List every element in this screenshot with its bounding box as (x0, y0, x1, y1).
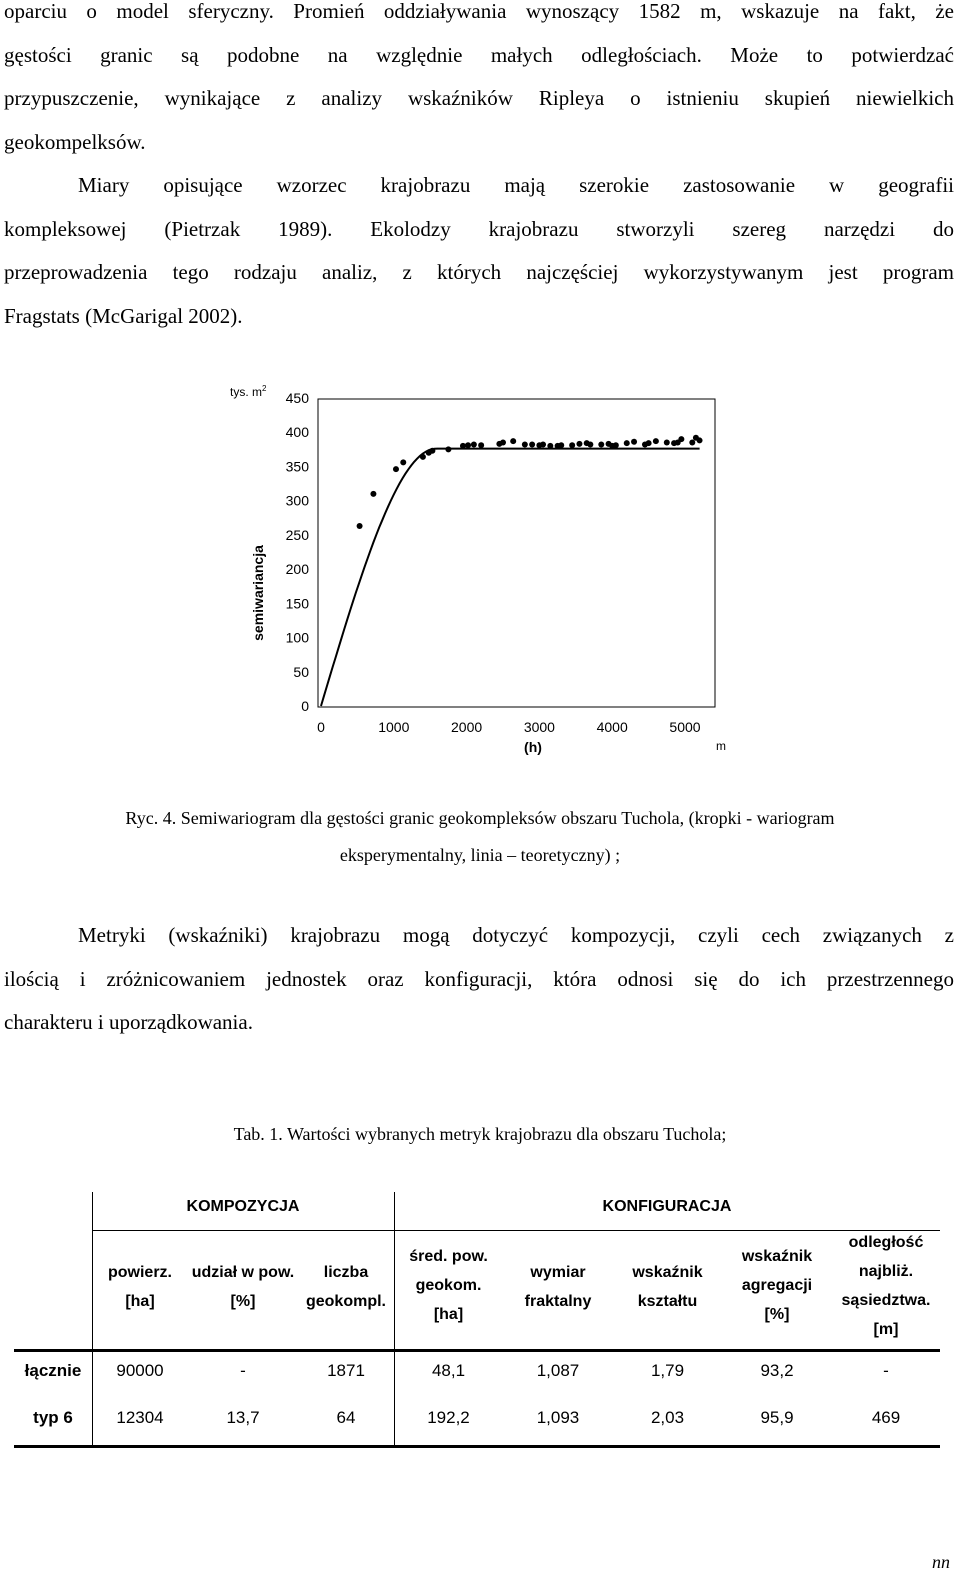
table-cell: 1,79 (650, 1361, 685, 1380)
data-point (357, 523, 363, 529)
x-unit-label: m (716, 739, 726, 753)
paragraph-2-line: przeprowadzenia tego rodzaju analiz, z których najczęściej wykorzystywanym jest program (4, 260, 954, 285)
table-cell: 12304 (116, 1408, 164, 1427)
table-column-header-line: odległość (848, 1234, 924, 1251)
data-point (631, 439, 637, 445)
paragraph-3-line: ilością i zróżnicowaniem jednostek oraz konfiguracji, która odnosi się do ich przestrzennego (4, 966, 954, 991)
table-column-header-line: fraktalny (524, 1293, 592, 1310)
table-cell: 469 (871, 1408, 901, 1427)
data-point (429, 448, 435, 454)
x-tick-label: 1000 (378, 719, 410, 735)
table-cell: - (883, 1361, 889, 1380)
table-column-header (832, 1228, 940, 1344)
table-cell: 1871 (327, 1361, 365, 1380)
data-point (510, 438, 516, 444)
y-tick-labels (286, 390, 310, 714)
data-point (558, 442, 564, 448)
table-group-header-konfiguracja: KONFIGURACJA (602, 1198, 732, 1215)
y-tick-label: 350 (285, 458, 309, 475)
data-point (478, 442, 484, 448)
paragraph-1-line: oparciu o model sferyczny. Promień oddziaływania wynoszący 1582 m, wskazuje na fakt, że (4, 0, 954, 23)
table-column-header-line: śred. pow. (409, 1248, 488, 1265)
figure-caption (0, 800, 960, 874)
x-axis-label: (h) (524, 739, 542, 755)
paragraph-2-line: kompleksowej (Pietrzak 1989). Ekolodzy krajobrazu stworzyli szereg narzędzi do (4, 216, 954, 241)
data-point (445, 446, 451, 452)
table-column-header (613, 1258, 722, 1316)
table-column-header-line: najbliż. (858, 1263, 914, 1280)
data-point (500, 439, 506, 445)
data-point (587, 442, 593, 448)
data-point (529, 442, 535, 448)
table-column-header-line: geokompl. (305, 1293, 386, 1310)
paragraph-2-line: Miary opisujące wzorzec krajobrazu mają szerokie zastosowanie w geografii (78, 173, 954, 197)
data-point (624, 440, 630, 446)
y-axis-label: semiwariancja (250, 545, 266, 641)
table-column-header-line: sąsiedztwa. (841, 1292, 931, 1309)
y-tick-label: 100 (285, 629, 309, 646)
table-cell: 93,2 (760, 1361, 794, 1380)
data-point (646, 440, 652, 446)
table-row-label: typ 6 (33, 1408, 73, 1427)
semivariogram-chart (0, 378, 960, 778)
x-tick-label: 3000 (523, 719, 555, 735)
data-point (689, 439, 695, 445)
table-column-header-line: wskaźnik (632, 1264, 703, 1281)
y-tick-label: 200 (285, 561, 309, 578)
x-tick-label: 2000 (451, 719, 483, 735)
y-tick-label: 150 (285, 595, 309, 612)
table-column-header-line: wymiar (530, 1264, 586, 1281)
y-tick-label: 400 (285, 424, 309, 441)
table-cell: 64 (336, 1408, 356, 1427)
table-column-header-line: [ha] (433, 1306, 464, 1323)
y-tick-label: 250 (285, 526, 309, 543)
y-tick-label: 450 (285, 390, 309, 406)
table-cell: 13,7 (226, 1408, 260, 1427)
data-point (522, 442, 528, 448)
data-point (613, 442, 619, 448)
data-point (598, 442, 604, 448)
y-tick-label: 50 (293, 663, 309, 680)
figure-caption-line: Ryc. 4. Semiwariogram dla gęstości granic geokompleksów obszaru Tuchola, (kropki - wariogram (125, 808, 835, 828)
table-column-header (188, 1258, 298, 1316)
y-tick-label: 300 (285, 492, 309, 509)
table-column-header (722, 1242, 832, 1329)
plot-area (318, 399, 715, 707)
table-cell: 1,093 (536, 1408, 580, 1427)
data-point (569, 442, 575, 448)
table-column-header-line: udział w pow. (191, 1264, 295, 1281)
table-cell: 90000 (116, 1361, 164, 1380)
table-column-header-line: geokom. (415, 1277, 482, 1294)
table-cell: 48,1 (431, 1361, 466, 1380)
page-number: nn (932, 1552, 950, 1572)
data-point (540, 442, 546, 448)
table-column-header-line: kształtu (637, 1293, 698, 1310)
x-tick-label: 5000 (669, 719, 701, 735)
table-cell: 192,2 (427, 1408, 470, 1427)
x-tick-label: 0 (317, 719, 325, 735)
y-unit-label: tys. $m^2$ (230, 384, 267, 399)
data-point (420, 454, 426, 460)
table-column-header (394, 1242, 503, 1329)
data-point (465, 442, 471, 448)
data-point (460, 443, 466, 449)
table-row-label: łącznie (24, 1361, 82, 1380)
table-hline (14, 1349, 940, 1352)
figure-caption-line: eksperymentalny, linia – teoretyczny) ; (339, 845, 621, 865)
table-cell: 2,03 (650, 1408, 685, 1427)
table-column-header-line: [ha] (125, 1293, 155, 1310)
data-point (393, 466, 399, 472)
table-caption: Tab. 1. Wartości wybranych metryk krajobrazu dla obszaru Tuchola; (233, 1124, 727, 1144)
data-point (370, 491, 376, 497)
data-point (547, 443, 553, 449)
paragraph-1 (4, 0, 954, 165)
data-point (653, 438, 659, 444)
data-point (664, 439, 670, 445)
table-cell: 95,9 (760, 1408, 794, 1427)
table-column-header-line: [m] (873, 1321, 899, 1338)
table-column-header (298, 1258, 394, 1316)
theoretical-variogram-line (321, 449, 700, 706)
paragraph-3 (4, 914, 954, 1045)
table-cell: - (240, 1361, 246, 1380)
table-column-header-line: liczba (323, 1264, 369, 1281)
table-group-header-kompozycja: KOMPOZYCJA (186, 1198, 300, 1215)
data-point (697, 437, 703, 443)
table-hline (92, 1230, 940, 1231)
paragraph-2-line: Fragstats (McGarigal 2002). (4, 304, 243, 329)
table-column-header-line: wskaźnik (741, 1248, 813, 1265)
paragraph-1-line: gęstości granic są podobne na względnie małych odległościach. Może to potwierdzać (4, 42, 954, 67)
table-column-header-line: powierz. (107, 1264, 172, 1281)
table-column-header-line: [%] (764, 1306, 790, 1323)
data-point (471, 442, 477, 448)
paragraph-3-line: Metryki (wskaźniki) krajobrazu mogą dotyczyć kompozycji, czyli cech związanych z (78, 923, 954, 947)
table-column-header-line: [%] (230, 1293, 256, 1310)
table-column-header (92, 1258, 188, 1316)
table-cell: 1,087 (536, 1361, 580, 1380)
paragraph-3-line: charakteru i uporządkowania. (4, 1010, 253, 1035)
data-point (400, 459, 406, 465)
table-column-header (503, 1258, 613, 1316)
paragraph-1-line: geokompelksów. (4, 130, 146, 155)
paragraph-2 (4, 164, 954, 339)
x-tick-label: 4000 (596, 719, 628, 735)
data-point (678, 436, 684, 442)
table-column-header-line: agregacji (741, 1277, 813, 1294)
table-hline (14, 1445, 940, 1448)
y-tick-label: 0 (301, 698, 309, 714)
paragraph-1-line: przypuszczenie, wynikające z analizy wskaźników Ripleya o istnieniu skupień niewielkich (4, 86, 954, 111)
x-tick-labels (317, 719, 701, 735)
data-point (576, 441, 582, 447)
